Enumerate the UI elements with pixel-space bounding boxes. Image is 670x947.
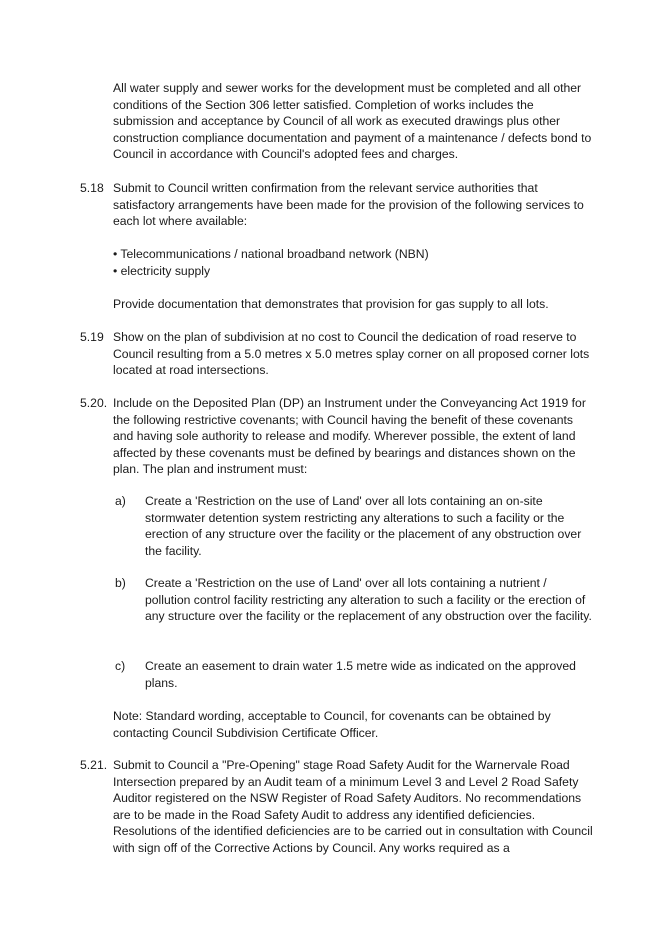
service-bullet: • Telecommunications / national broadband network (NBN): [113, 247, 429, 261]
item-label-a: a): [115, 494, 126, 508]
condition-number-5-21: 5.21.: [80, 758, 108, 772]
condition-text-5-21: Submit to Council a "Pre-Opening" stage Road Safety Audit for the Warnervale Road Intersection prepared by an Audit team of a minimum Level 3 and Level 2 Road Safety Auditor registered on the NSW Register of Road Safety Auditors. No recommendations are to be made in the Road Safety Audit to address any identified deficiencies. Resolutions of the identified deficiencies are to be carried out in consultation with Council with sign off of the Corrective Actions by Council. Any works required as a: [113, 758, 593, 855]
intro-paragraph: All water supply and sewer works for the development must be completed and all other conditions of the Section 306 letter satisfied. Completion of works includes the submission and acceptance by Council of all work as executed drawings plus other construction compliance documentation and payment of a maintenance / defects bond to Council in accordance with Council's adopted fees and charges.: [113, 81, 592, 162]
covenant-note: Note: Standard wording, acceptable to Council, for covenants can be obtained by contacting Council Subdivision Certificate Officer.: [113, 709, 551, 740]
condition-number-5-19: 5.19: [80, 330, 104, 344]
item-label-c: c): [115, 659, 126, 673]
item-text-c: Create an easement to drain water 1.5 metre wide as indicated on the approved plans.: [145, 659, 576, 690]
item-text-a: Create a 'Restriction on the use of Land' over all lots containing an on-site stormwater detention system restricting any alterations to such a facility or the erection of any structure over the facility or the placement of any obstruction over the facility.: [145, 494, 582, 558]
item-text-b: Create a 'Restriction on the use of Land' over all lots containing a nutrient / pollution control facility restricting any alteration to such a facility or the erection of any structure over the facility or the replacement of any obstruction over the facility.: [145, 576, 592, 624]
condition-text-5-18: Submit to Council written confirmation from the relevant service authorities that satisfactory arrangements have been made for the provision of the following services to each lot where available:: [113, 181, 584, 229]
condition-number-5-18: 5.18: [80, 181, 104, 195]
item-label-b: b): [115, 576, 126, 590]
condition-text-5-19: Show on the plan of subdivision at no cost to Council the dedication of road reserve to Council resulting from a 5.0 metres x 5.0 metres splay corner on all proposed corner lots located at road intersections.: [113, 330, 590, 378]
service-bullet: • electricity supply: [113, 264, 211, 278]
gas-supply-note: Provide documentation that demonstrates that provision for gas supply to all lots.: [113, 297, 549, 311]
condition-text-5-20: Include on the Deposited Plan (DP) an Instrument under the Conveyancing Act 1919 for the following restrictive covenants; with Council having the benefit of these covenants and having sole authority to release and modify. Wherever possible, the extent of land affected by these covenants must be defined by bearings and distances shown on the plan. The plan and instrument must:: [113, 396, 586, 477]
condition-number-5-20: 5.20.: [80, 396, 108, 410]
